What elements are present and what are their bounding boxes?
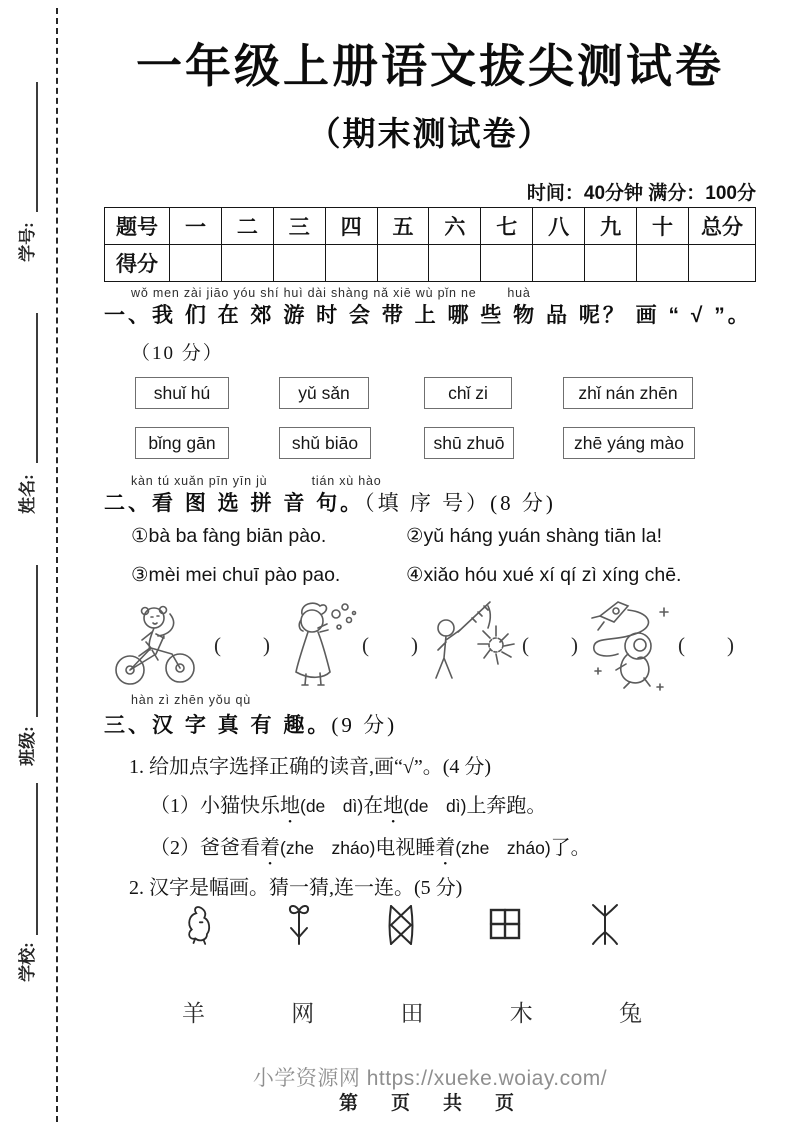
score-table-col: 六 bbox=[429, 208, 481, 245]
score-cell bbox=[273, 245, 325, 282]
tree-pictograph-icon bbox=[588, 902, 622, 948]
score-table-col: 三 bbox=[273, 208, 325, 245]
q1-item-yusan: yǔ sǎn bbox=[279, 377, 369, 409]
sheep-pictograph-icon bbox=[281, 902, 317, 948]
line1-seg: （1）小猫快乐 bbox=[150, 795, 280, 817]
match-char-field: 田 bbox=[400, 1001, 424, 1026]
stub-blank-line bbox=[36, 313, 38, 463]
astronaut-rocket-image bbox=[578, 596, 674, 692]
q2-image-cell bbox=[106, 598, 270, 690]
q3-sub2-title: 2. 汉字是幅画。猜一猜,连一连。(5 分) bbox=[129, 877, 463, 899]
line2-dotted-char: 着 bbox=[260, 837, 280, 859]
line2-seg: （2）爸爸看 bbox=[150, 837, 260, 859]
q1-item-binggan: bǐng gān bbox=[135, 427, 229, 459]
q3-text bbox=[104, 709, 397, 739]
q3-sub1-title: 1. 给加点字选择正确的读音,画“√”。(4 分) bbox=[129, 756, 492, 778]
q2-text bbox=[104, 487, 556, 517]
footer-source-link: 小学资源网 https://xueke.woiay.com/ bbox=[252, 1067, 608, 1090]
score-table-score-row bbox=[105, 245, 756, 282]
match-char-rabbit: 兔 bbox=[619, 1001, 642, 1026]
q2-answer-blank-3: ( ) bbox=[522, 633, 578, 657]
rabbit-pictograph-icon bbox=[180, 902, 216, 948]
q3-sub1-line1 bbox=[150, 789, 546, 818]
score-table-score-label: 得分 bbox=[105, 245, 170, 282]
field-pictograph-icon bbox=[486, 902, 524, 948]
paper-title: 一年级上册语文拔尖测试卷 bbox=[136, 40, 724, 92]
score-cell bbox=[637, 245, 689, 282]
line1-pinyin-choice: (de dì) bbox=[300, 796, 364, 816]
q1-text: 一、我 们 在 郊 游 时 会 带 上 哪 些 物 品 呢？ 画 “ √ ”。 bbox=[104, 304, 752, 327]
girl-blowing-bubbles-image bbox=[270, 598, 358, 690]
time-score-info: 时间：40分钟 满分：100分 bbox=[526, 183, 756, 204]
line1-dotted-char: 地 bbox=[280, 795, 300, 817]
score-table-col: 二 bbox=[221, 208, 273, 245]
q3-characters-row bbox=[182, 995, 642, 1028]
line1-pinyin-choice: (de dì) bbox=[403, 796, 467, 816]
score-cell bbox=[481, 245, 533, 282]
score-cell bbox=[325, 245, 377, 282]
q2-option-4: ④xiǎo hóu xué xí qí zì xíng chē. bbox=[406, 564, 682, 586]
q2-answer-blank-1: ( ) bbox=[214, 633, 270, 657]
q1-item-zheyangmao: zhē yáng mào bbox=[563, 427, 695, 459]
q2-option-2: ②yǔ háng yuán shàng tiān la! bbox=[406, 525, 662, 547]
q2-text-main: 二、看 图 选 拼 音 句。 bbox=[104, 492, 365, 515]
match-char-tree: 木 bbox=[509, 1001, 533, 1026]
q2-image-cell bbox=[418, 598, 578, 690]
line1-seg: 在 bbox=[363, 795, 384, 817]
q2-image-cell bbox=[270, 598, 418, 690]
score-table bbox=[104, 207, 756, 282]
match-char-sheep: 羊 bbox=[182, 1001, 205, 1026]
match-char-net: 网 bbox=[291, 1001, 315, 1026]
score-cell bbox=[377, 245, 429, 282]
q3-pictographs-row bbox=[180, 900, 622, 950]
score-cell bbox=[170, 245, 222, 282]
q1-item-chizi: chǐ zi bbox=[424, 377, 512, 409]
score-table-col: 四 bbox=[325, 208, 377, 245]
stub-blank-line bbox=[36, 783, 38, 935]
score-table-col: 十 bbox=[637, 208, 689, 245]
line2-pinyin-choice: (zhe zháo) bbox=[280, 838, 376, 858]
q3-text-main: 三、汉 字 真 有 趣。 bbox=[104, 714, 332, 737]
q1-item-shubiao: shǔ biāo bbox=[279, 427, 371, 459]
score-cell bbox=[221, 245, 273, 282]
q2-option-1: ①bà ba fàng biān pào. bbox=[131, 525, 327, 547]
score-table-col: 八 bbox=[533, 208, 585, 245]
line1-dotted-char: 地 bbox=[383, 795, 404, 817]
stub-blank-line bbox=[36, 565, 38, 717]
q3-sub1-line2 bbox=[150, 831, 591, 860]
net-pictograph-icon bbox=[381, 902, 421, 948]
score-table-total-col: 总分 bbox=[689, 208, 756, 245]
q2-images-row bbox=[106, 594, 734, 694]
footer-page-number: 第 页 共 页 bbox=[338, 1093, 521, 1114]
lighting-firecracker-image bbox=[418, 598, 518, 690]
score-cell bbox=[585, 245, 637, 282]
monkey-riding-bicycle-image bbox=[106, 598, 210, 690]
q1-item-shuihu: shuǐ hú bbox=[135, 377, 229, 409]
q3-pinyin: hàn zì zhēn yǒu qù bbox=[131, 693, 252, 707]
q1-pinyin: wǒ men zài jiāo yóu shí huì dài shàng nǎ xiē wù pǐn ne huà bbox=[131, 286, 531, 300]
q3-text-score: (9 分) bbox=[331, 713, 398, 737]
q2-options bbox=[131, 524, 741, 587]
stub-field-school: 学校: bbox=[17, 942, 37, 982]
seal-dashed-line bbox=[56, 8, 58, 1122]
score-table-header-row bbox=[105, 208, 756, 245]
score-table-col: 一 bbox=[170, 208, 222, 245]
stub-blank-line bbox=[36, 82, 38, 212]
score-cell bbox=[689, 245, 756, 282]
q2-pinyin: kàn tú xuǎn pīn yīn jù tián xù hào bbox=[131, 474, 382, 488]
q1-item-shuzhuo: shū zhuō bbox=[424, 427, 514, 459]
score-table-col: 五 bbox=[377, 208, 429, 245]
line2-dotted-char: 着 bbox=[435, 837, 456, 859]
q2-answer-blank-4: ( ) bbox=[678, 633, 734, 657]
score-table-header-label: 题号 bbox=[105, 208, 170, 245]
score-cell bbox=[429, 245, 481, 282]
q2-option-3: ③mèi mei chuī pào pao. bbox=[131, 564, 341, 586]
q2-image-cell bbox=[578, 596, 734, 692]
q1-item-zhinanzhen: zhǐ nán zhēn bbox=[563, 377, 693, 409]
line2-seg: 电视睡 bbox=[375, 837, 436, 859]
paper-subtitle: （期末测试卷） bbox=[307, 115, 553, 152]
stub-field-student-number: 学号: bbox=[17, 222, 37, 262]
q2-text-note: （填 序 号）(8 分) bbox=[364, 491, 556, 515]
line2-pinyin-choice: (zhe zháo) bbox=[455, 838, 551, 858]
score-cell bbox=[533, 245, 585, 282]
stub-field-class: 班级: bbox=[17, 726, 37, 766]
score-table-col: 七 bbox=[481, 208, 533, 245]
line1-seg: 上奔跑。 bbox=[466, 795, 547, 817]
stub-field-name: 姓名: bbox=[17, 474, 37, 514]
q2-answer-blank-2: ( ) bbox=[362, 633, 418, 657]
score-table-col: 九 bbox=[585, 208, 637, 245]
q1-score: （10 分） bbox=[131, 343, 224, 364]
line2-seg: 了。 bbox=[550, 837, 591, 859]
